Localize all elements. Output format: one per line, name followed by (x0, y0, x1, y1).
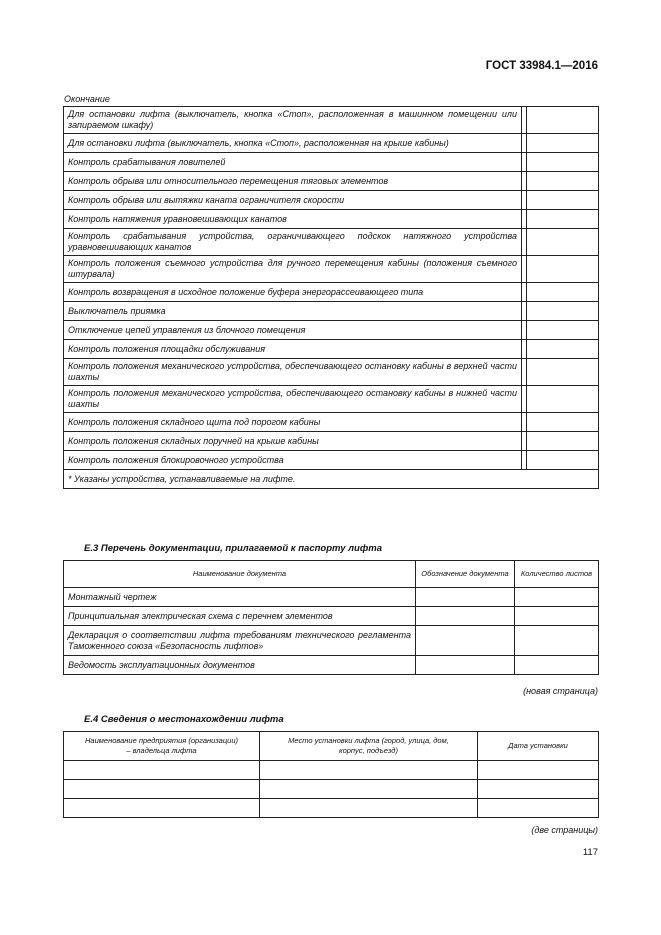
table-row (64, 780, 599, 799)
table-row (64, 107, 599, 134)
device-name: Контроль натяжения уравновешивающих канатов (64, 210, 522, 229)
document-name: Принципиальная электрическая схема с перечнем элементов (64, 607, 416, 626)
devices-table (63, 106, 599, 489)
col-place: Место установки лифта (город, улица, дом, корпус, подъезд) (260, 732, 478, 761)
table-row (64, 413, 599, 432)
sheets-cell (515, 588, 599, 607)
device-name: Выключатель приямка (64, 302, 522, 321)
designation-cell (416, 588, 515, 607)
device-name: Контроль обрыва или относительного перемещения тяговых элементов (64, 172, 522, 191)
value-cell (527, 283, 599, 302)
value-cell (527, 229, 599, 256)
table-row (64, 607, 599, 626)
value-cell (527, 191, 599, 210)
value-cell (527, 359, 599, 386)
sheets-cell (515, 607, 599, 626)
value-cell (527, 134, 599, 153)
sheets-cell (515, 626, 599, 656)
value-cell (527, 210, 599, 229)
device-name: Контроль положения складного щита под порогом кабины (64, 413, 522, 432)
table-row (64, 191, 599, 210)
table-footnote: * Указаны устройства, устанавливаемые на лифте. (64, 470, 599, 489)
value-cell (527, 256, 599, 283)
table-row (64, 229, 599, 256)
value-cell (527, 340, 599, 359)
col-sheet-count: Количество листов (515, 561, 599, 588)
designation-cell (416, 656, 515, 675)
value-cell (527, 432, 599, 451)
table-row (64, 210, 599, 229)
table-row (64, 386, 599, 413)
sheets-cell (515, 656, 599, 675)
table-row (64, 451, 599, 470)
two-pages-note: (две страницы) (531, 825, 598, 835)
device-name: Контроль положения механического устройства, обеспечивающего остановку кабины в нижней части шахты (64, 386, 522, 413)
device-name: Контроль положения блокировочного устройства (64, 451, 522, 470)
table-row (64, 256, 599, 283)
designation-cell (416, 607, 515, 626)
section-e4-title: Е.4 Сведения о местонахождении лифта (84, 714, 284, 725)
value-cell (527, 321, 599, 340)
continuation-label: Окончание (64, 94, 110, 104)
value-cell (527, 451, 599, 470)
device-name: Контроль обрыва или вытяжки каната ограничителя скорости (64, 191, 522, 210)
table-row (64, 432, 599, 451)
location-table (63, 731, 599, 818)
col-install-date: Дата установки (478, 732, 599, 761)
table-row (64, 321, 599, 340)
table-row (64, 134, 599, 153)
table-row (64, 656, 599, 675)
table-row (64, 340, 599, 359)
device-name: Контроль срабатывания ловителей (64, 153, 522, 172)
document-name: Ведомость эксплуатационных документов (64, 656, 416, 675)
value-cell (527, 386, 599, 413)
device-name: Контроль возвращения в исходное положение буфера энергорассеивающего типа (64, 283, 522, 302)
table-row (64, 626, 599, 656)
value-cell (527, 107, 599, 134)
table-row (64, 761, 599, 780)
value-cell (527, 413, 599, 432)
col-owner: Наименование предприятия (организации) – владельца лифта (64, 732, 260, 761)
value-cell (527, 153, 599, 172)
document-name: Декларация о соответствии лифта требованиям технического регламента Таможенного союза «Безопасность лифтов» (64, 626, 416, 656)
device-name: Контроль положения площадки обслуживания (64, 340, 522, 359)
table-row (64, 359, 599, 386)
device-name: Контроль положения съемного устройства для ручного перемещения кабины (положения съемного штурвала) (64, 256, 522, 283)
device-name: Для остановки лифта (выключатель, кнопка «Стоп», расположенная на крыше кабины) (64, 134, 522, 153)
device-name: Контроль срабатывания устройства, ограничивающего подскок натяжного устройства уравновешивающих канатов (64, 229, 522, 256)
table-row (64, 588, 599, 607)
section-e3-title: Е.3 Перечень документации, прилагаемой к паспорту лифта (84, 543, 382, 554)
table-row (64, 153, 599, 172)
table-row (64, 172, 599, 191)
device-name: Отключение цепей управления из блочного помещения (64, 321, 522, 340)
page-number: 117 (582, 847, 598, 858)
documentation-table (63, 560, 599, 675)
value-cell (527, 302, 599, 321)
table-row (64, 283, 599, 302)
document-name: Монтажный чертеж (64, 588, 416, 607)
col-document-name: Наименование документа (64, 561, 416, 588)
device-name: Для остановки лифта (выключатель, кнопка «Стоп», расположенная в машинном помещении или запираемом шкафу) (64, 107, 522, 134)
table-row (64, 799, 599, 818)
document-header: ГОСТ 33984.1—2016 (485, 60, 598, 72)
new-page-note: (новая страница) (523, 686, 598, 696)
table-row (64, 302, 599, 321)
value-cell (527, 172, 599, 191)
device-name: Контроль положения складных поручней на крыше кабины (64, 432, 522, 451)
device-name: Контроль положения механического устройства, обеспечивающего остановку кабины в верхней части шахты (64, 359, 522, 386)
designation-cell (416, 626, 515, 656)
col-document-designation: Обозначение документа (416, 561, 515, 588)
table-footnote-row (64, 470, 599, 489)
